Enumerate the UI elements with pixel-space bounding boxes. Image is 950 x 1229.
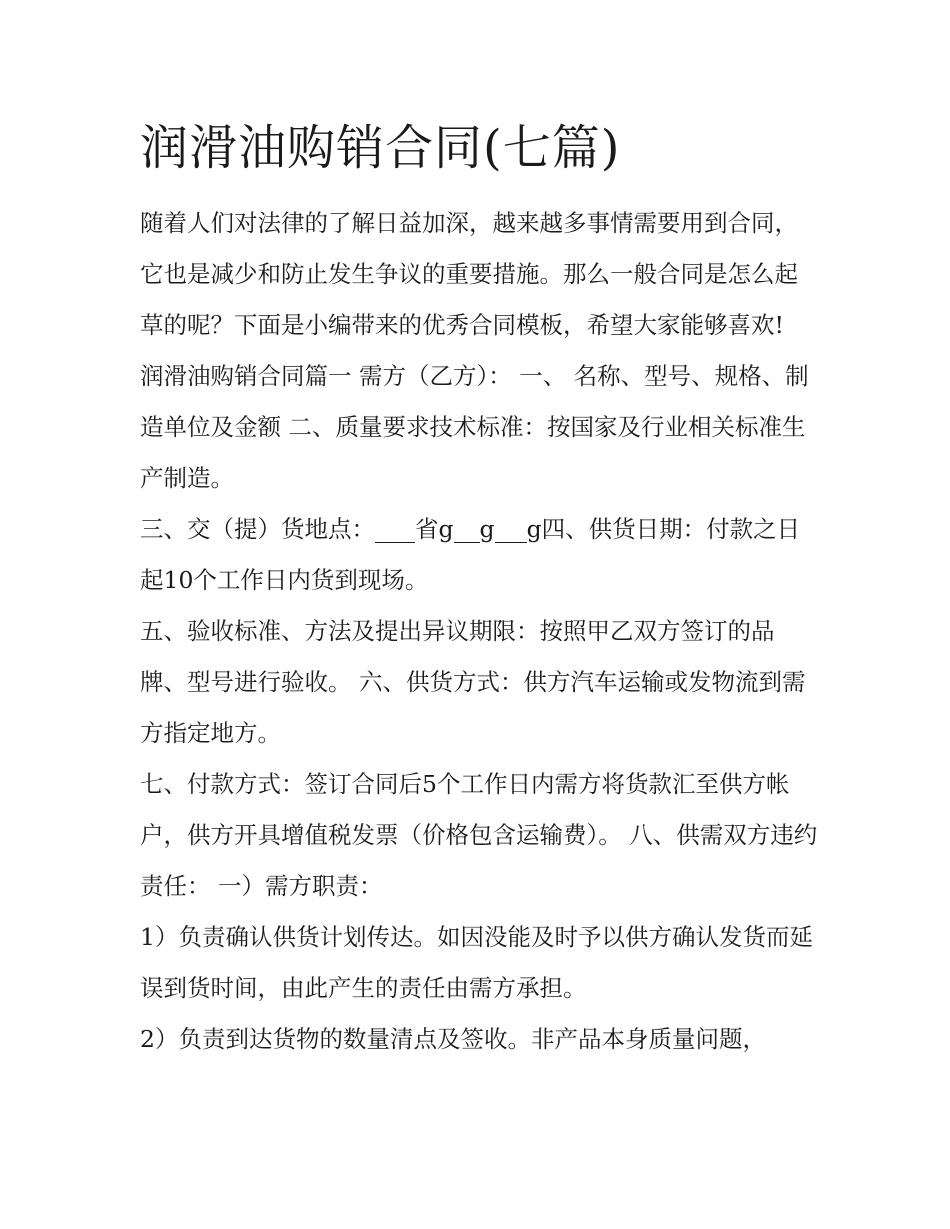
g-mark: g — [526, 515, 542, 543]
contract-section-1: 润滑油购销合同篇一 需方（乙方）： 一、 名称、型号、规格、制造单位及金额 二、质量要求技术标准：按国家及行业相关标准生产制造。 — [140, 362, 809, 492]
payment-paragraph: 七、付款方式：签订合同后5个工作日内需方将货款汇至供方帐户，供方开具增值税发票（价格包含运输费）。 八、供需双方违约责任： 一）需方职责： — [140, 770, 818, 900]
g-mark: g — [438, 515, 454, 543]
acceptance-paragraph: 五、验收标准、方法及提出异议期限：按照甲乙双方签订的品牌、型号进行验收。 六、供货方式：供方汽车运输或发物流到需方指定地方。 — [140, 617, 806, 747]
duty-item-2: 2）负责到达货物的数量清点及签收。非产品本身质量问题， — [140, 1025, 766, 1053]
blank-underline — [495, 512, 527, 543]
blank-underline — [375, 512, 415, 543]
g-mark: g — [479, 515, 495, 543]
delivery-suffix: 四、供货日期：付款之日起10个工作日内货到现场。 — [140, 515, 801, 594]
delivery-paragraph — [140, 504, 820, 606]
duty-item-1: 1）负责确认供货计划传达。如因没能及时予以供方确认发货而延误到货时间，由此产生的责任由需方承担。 — [140, 923, 813, 1002]
document-title: 润滑油购销合同(七篇) — [140, 120, 621, 176]
province-label: 省 — [415, 515, 439, 543]
delivery-prefix: 三、交（提）货地点： — [140, 515, 375, 543]
intro-paragraph: 随着人们对法律的了解日益加深，越来越多事情需要用到合同，它也是减少和防止发生争议的重要措施。那么一般合同是怎么起草的呢？下面是小编带来的优秀合同模板，希望大家能够喜欢! — [140, 209, 798, 339]
blank-underline — [454, 512, 480, 543]
document-page — [140, 112, 820, 1065]
